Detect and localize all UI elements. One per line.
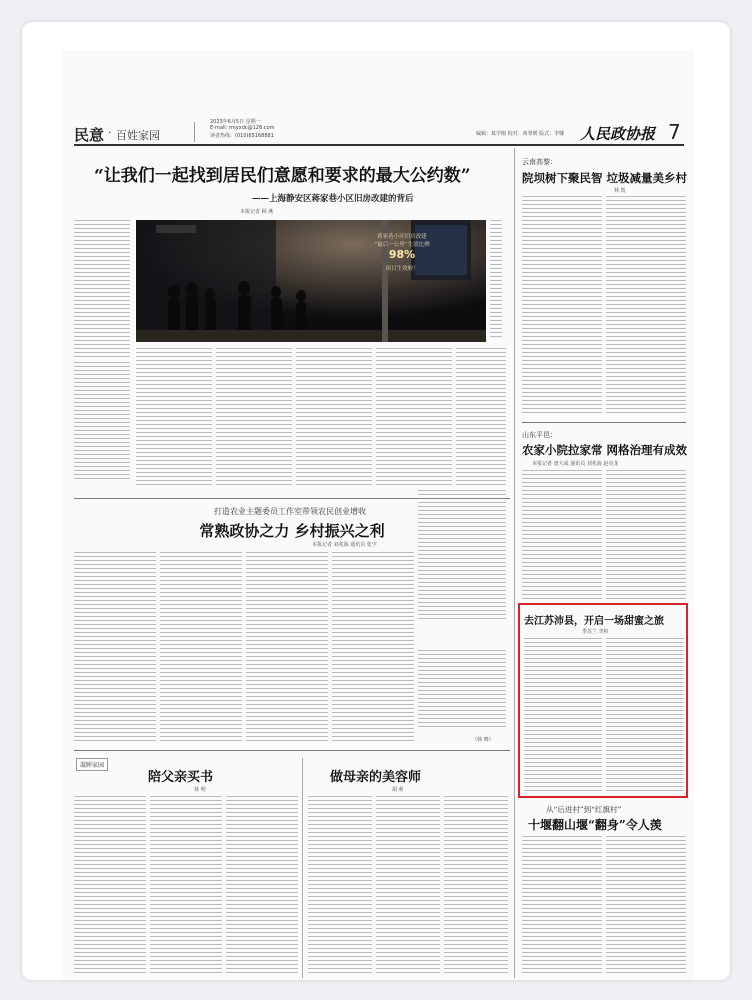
changshu-kicker: 打造农业主题委员工作室带领农民创业增收 [214, 507, 366, 516]
yunnan-text-col-2 [606, 196, 686, 416]
lower-section-rule [74, 750, 510, 751]
changshu-end-mark: （韩 晓） [472, 737, 494, 743]
photo-sign-line-2: “最后一公里”生效比例 [374, 242, 430, 248]
father-byline: 林 明 [194, 787, 206, 793]
lead-text-col-1b [74, 362, 130, 482]
column-divider [514, 148, 515, 978]
photo-caption [490, 220, 502, 340]
photo-sign-line-3: 项目生效啦！ [385, 266, 419, 272]
yunnan-headline: 院坝树下聚民智 垃圾减量美乡村 [522, 171, 688, 185]
mother-text-col-2 [376, 796, 440, 976]
mother-byline: 胡 莉 [392, 787, 404, 793]
shandong-text-col-2 [606, 470, 686, 600]
lead-subheadline: ——上海静安区蒋家巷小区旧房改建的背后 [252, 194, 414, 204]
father-text-col-3 [226, 796, 298, 976]
lead-headline: “让我们一起找到居民们意愿和要求的最大公约数” [94, 166, 471, 186]
shandong-text-col-1 [522, 470, 602, 600]
pei-text-col-1 [524, 638, 602, 792]
changshu-text-col-1 [74, 552, 156, 742]
lead-text-col-3 [216, 348, 292, 488]
pei-headline: 去江苏沛县，开启一场甜蜜之旅 [524, 616, 664, 627]
changshu-byline: 本报记者 刘兆海 通讯员 张宇 [312, 542, 377, 548]
lead-text-col-4 [296, 348, 372, 488]
page-editors: 编辑：葛学刚 校对：黄翠媛 版式：李娜 [476, 131, 565, 137]
newspaper-page [62, 50, 694, 980]
lead-text-col-1 [74, 220, 130, 358]
section-dot: · [108, 126, 112, 139]
shiyan-text-col-1 [522, 836, 602, 976]
lead-photo [136, 220, 486, 342]
photo-sign-percent: 98% [388, 248, 416, 261]
header-rule [74, 144, 684, 146]
yunnan-byline: 林 凯 [614, 188, 626, 194]
changshu-text-col-5 [418, 490, 506, 620]
header-divider [194, 122, 195, 142]
masthead: 人民政协报 [580, 125, 656, 143]
screenshot-frame [22, 22, 730, 980]
shiyan-text-col-2 [606, 836, 686, 976]
section-subname: 百姓家园 [116, 129, 160, 142]
changshu-text-col-3 [246, 552, 328, 742]
lead-text-col-6 [456, 348, 506, 488]
father-text-col-1 [74, 796, 146, 976]
section-name: 民意 [74, 126, 105, 144]
shandong-byline: 本报记者 唐大成 通讯员 刘兆海 赵克龙 [532, 461, 619, 467]
essay-divider [302, 758, 303, 978]
pei-text-col-2 [606, 638, 684, 792]
mother-text-col-3 [444, 796, 508, 976]
lead-text-col-2 [136, 348, 212, 488]
yunnan-end-rule [522, 422, 686, 423]
shandong-region: 山东平邑： [522, 431, 557, 439]
page-number: 7 [668, 120, 681, 144]
lead-byline: 本报记者 顾 燕 [240, 209, 274, 215]
yunnan-region: 云南高黎： [522, 158, 557, 166]
lead-text-col-5 [376, 348, 452, 488]
changshu-text-col-2 [160, 552, 242, 742]
issue-email: E-mail: rmyxdc@126.com [210, 125, 275, 131]
column-label: 凝眸家园 [76, 758, 108, 771]
issue-phone: 读者热线：(010)65168881 [210, 133, 274, 139]
father-headline: 陪父亲买书 [148, 770, 214, 785]
shandong-headline: 农家小院拉家常 网格治理有成效 [522, 443, 688, 457]
shiyan-kicker: 从“后进村”到“红旗村” [546, 805, 622, 814]
yunnan-text-col-1 [522, 196, 602, 416]
changshu-text-col-6 [418, 650, 506, 730]
changshu-headline: 常熟政协之力 乡村振兴之利 [199, 522, 385, 540]
issue-date: 2023年6月5日 星期一 [210, 119, 261, 125]
father-text-col-2 [150, 796, 222, 976]
mother-headline: 做母亲的美容师 [330, 770, 422, 785]
mother-text-col-1 [308, 796, 372, 976]
changshu-text-col-4 [332, 552, 414, 742]
pei-byline: 季苏兰 李桓 [582, 629, 609, 635]
shiyan-headline: 十堰翻山堰“翻身”令人羡 [528, 818, 662, 832]
photo-sign-line-1: 蒋家巷小区旧房改建 [377, 234, 427, 240]
